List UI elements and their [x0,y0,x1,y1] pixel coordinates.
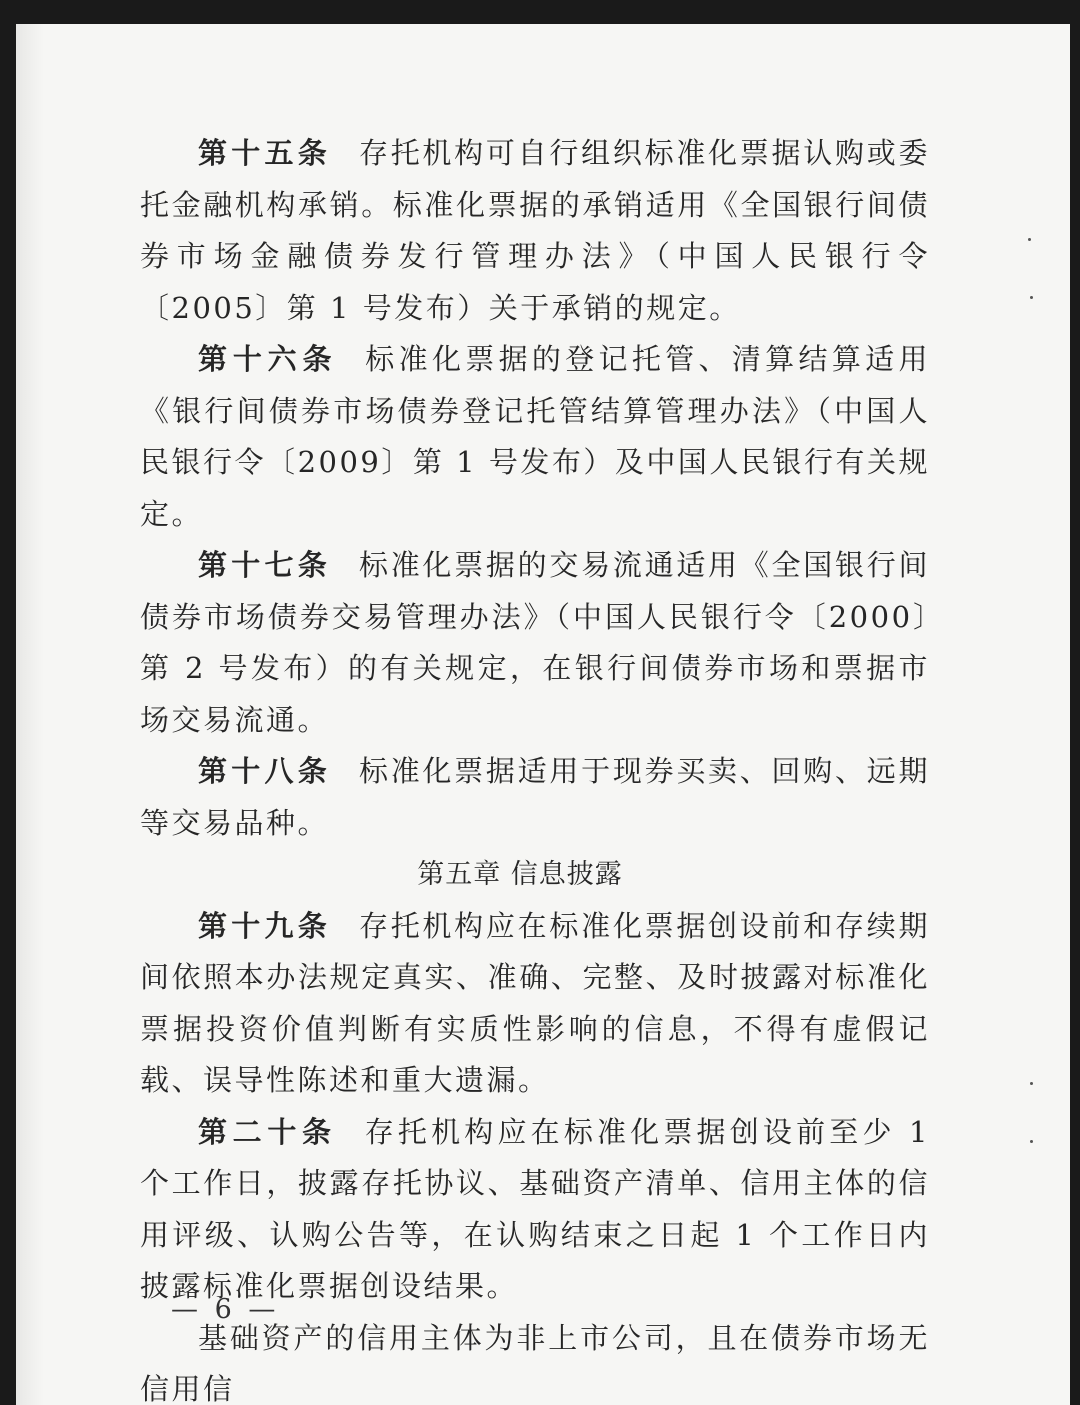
article-heading: 第十七条 [198,548,331,582]
scan-speck [1030,296,1033,299]
article-text: 存托机构应在标准化票据创设前至少 1 个工作日，披露存托协议、基础资产清单、信用主体的信用评级、认购公告等，在认购结束之日起 1 个工作日内披露标准化票据创设结果。 [140,1114,930,1303]
article-heading: 第二十条 [198,1114,337,1149]
scan-shadow [16,24,44,1405]
scan-speck [1028,238,1031,241]
article-text: 存托机构应在标准化票据创设前和存续期间依照本办法规定真实、准确、完整、及时披露对标准化票据投资价值判断有实质性影响的信息，不得有虚假记载、误导性陈述和重大遗漏。 [140,908,930,1097]
article-heading: 第十八条 [198,754,331,788]
article-text: 标准化票据的交易流通适用《全国银行间债券市场债券交易管理办法》（中国人民银行令〔2000〕第 2 号发布）的有关规定，在银行间债券市场和票据市场交易流通。 [140,548,930,737]
article-text: 标准化票据适用于现券买卖、回购、远期等交易品种。 [140,754,930,840]
article-heading: 第十五条 [198,136,331,170]
document-page [16,24,1070,1405]
scan-speck [1030,1140,1033,1143]
document-body [140,128,930,1405]
article-17 [140,540,930,746]
article-15 [140,128,930,334]
article-text: 存托机构可自行组织标准化票据认购或委托金融机构承销。标准化票据的承销适用《全国银行间债券市场金融债券发行管理办法》（中国人民银行令〔2005〕第 1 号发布）关于承销的规定。 [140,136,930,325]
chapter-title: 第五章 信息披露 [417,859,623,890]
page-number: — 6 — [171,1294,280,1325]
article-19 [140,901,930,1107]
continuation-paragraph [140,1313,930,1405]
article-18 [140,746,930,849]
article-heading: 第十九条 [198,908,331,943]
scan-speck [1030,1082,1033,1085]
article-heading: 第十六条 [198,342,338,376]
paragraph-text: 基础资产的信用主体为非上市公司，且在债券市场无信用信 [140,1320,930,1405]
article-20 [140,1107,930,1313]
article-16 [140,334,930,540]
article-text: 标准化票据的登记托管、清算结算适用《银行间债券市场债券登记托管结算管理办法》（中国人民银行令〔2009〕第 1 号发布）及中国人民银行有关规定。 [140,342,930,531]
